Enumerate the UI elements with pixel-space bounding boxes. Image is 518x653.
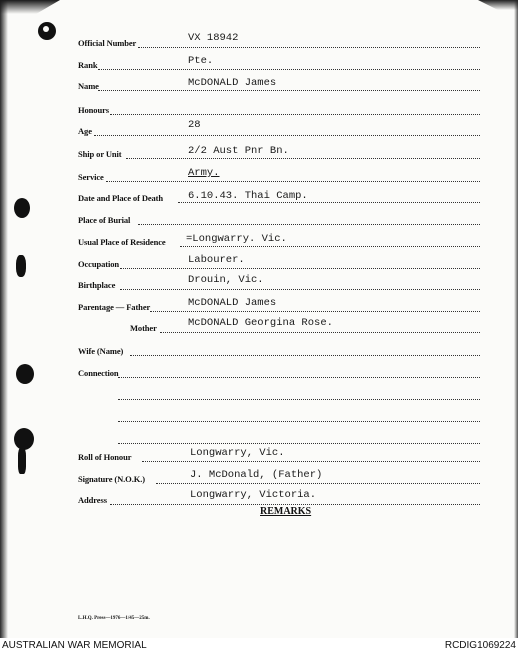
place-of-burial-line bbox=[138, 224, 480, 225]
service-label: Service bbox=[78, 172, 104, 182]
date-place-death-label: Date and Place of Death bbox=[78, 193, 164, 203]
connection-label: Connection bbox=[78, 368, 119, 378]
archive-record-id: RCDIG1069224 bbox=[444, 640, 516, 651]
scan-corner-top-left bbox=[0, 0, 60, 14]
row-roll-of-honour bbox=[0, 442, 518, 464]
service-line bbox=[106, 181, 480, 182]
date-place-death-line bbox=[178, 202, 480, 203]
roll-of-honour-label: Roll of Honour bbox=[78, 452, 132, 462]
row-official-number bbox=[0, 28, 518, 50]
rank-label: Rank bbox=[78, 60, 98, 70]
roll-of-honour-line bbox=[142, 461, 480, 462]
row-mother bbox=[0, 313, 518, 335]
ship-or-unit-label: Ship or Unit bbox=[78, 149, 122, 159]
honours-line bbox=[110, 114, 480, 115]
name-label: Name bbox=[78, 81, 99, 91]
row-service bbox=[0, 162, 518, 184]
roll-of-honour-value: Longwarry, Vic. bbox=[190, 447, 285, 459]
mother-label: Mother bbox=[130, 323, 157, 333]
age-value: 28 bbox=[188, 119, 201, 131]
age-line bbox=[94, 135, 480, 136]
row-name bbox=[0, 71, 518, 93]
archive-footer-bar bbox=[0, 638, 518, 653]
archive-name: AUSTRALIAN WAR MEMORIAL bbox=[2, 640, 147, 651]
row-wife bbox=[0, 336, 518, 358]
wife-label: Wife (Name) bbox=[78, 346, 124, 356]
honours-label: Honours bbox=[78, 105, 109, 115]
row-connection-extra-2 bbox=[0, 402, 518, 424]
connection-extra-line-1 bbox=[118, 399, 480, 400]
row-usual-residence bbox=[0, 227, 518, 249]
usual-residence-line bbox=[180, 246, 480, 247]
birthplace-line bbox=[120, 289, 480, 290]
usual-residence-label: Usual Place of Residence bbox=[78, 237, 166, 247]
age-label: Age bbox=[78, 126, 92, 136]
row-birthplace bbox=[0, 270, 518, 292]
usual-residence-value: =Longwarry. Vic. bbox=[186, 233, 287, 245]
signature-value: J. McDonald, (Father) bbox=[190, 469, 323, 481]
rank-line bbox=[98, 69, 480, 70]
father-line bbox=[150, 311, 480, 312]
wife-line bbox=[130, 355, 480, 356]
date-place-death-value: 6.10.43. Thai Camp. bbox=[188, 190, 308, 202]
row-address bbox=[0, 485, 518, 507]
row-rank bbox=[0, 50, 518, 72]
father-value: McDONALD James bbox=[188, 297, 277, 309]
mother-line bbox=[160, 332, 480, 333]
row-date-place-death bbox=[0, 183, 518, 205]
rank-value: Pte. bbox=[188, 55, 214, 67]
row-signature bbox=[0, 464, 518, 486]
scan-corner-top-right bbox=[478, 0, 518, 10]
occupation-label: Occupation bbox=[78, 259, 120, 269]
signature-label: Signature (N.O.K.) bbox=[78, 474, 145, 484]
row-occupation bbox=[0, 249, 518, 271]
row-place-of-burial bbox=[0, 205, 518, 227]
row-connection-extra-1 bbox=[0, 380, 518, 402]
form-print-note: L.H.Q. Press—1976—1/45—25m. bbox=[78, 616, 150, 621]
place-of-burial-label: Place of Burial bbox=[78, 215, 131, 225]
occupation-value: Labourer. bbox=[188, 254, 245, 266]
father-label: Parentage — Father bbox=[78, 302, 151, 312]
connection-line bbox=[118, 377, 480, 378]
address-line bbox=[110, 504, 480, 505]
birthplace-value: Drouin, Vic. bbox=[188, 274, 264, 286]
official-number-line bbox=[138, 47, 480, 48]
birthplace-label: Birthplace bbox=[78, 280, 116, 290]
connection-extra-line-2 bbox=[118, 421, 480, 422]
mother-value: McDONALD Georgina Rose. bbox=[188, 317, 333, 329]
row-connection bbox=[0, 358, 518, 380]
signature-line bbox=[156, 483, 480, 484]
occupation-line bbox=[120, 268, 480, 269]
address-value: Longwarry, Victoria. bbox=[190, 489, 317, 501]
service-value: Army. bbox=[188, 167, 220, 179]
ship-or-unit-line bbox=[126, 158, 480, 159]
row-honours bbox=[0, 95, 518, 117]
row-father bbox=[0, 292, 518, 314]
official-number-label: Official Number bbox=[78, 38, 137, 48]
name-line bbox=[98, 90, 480, 91]
ship-or-unit-value: 2/2 Aust Pnr Bn. bbox=[188, 145, 289, 157]
row-age bbox=[0, 116, 518, 138]
row-ship-or-unit bbox=[0, 139, 518, 161]
remarks-heading: REMARKS bbox=[260, 506, 312, 517]
address-label: Address bbox=[78, 495, 107, 505]
name-value: McDONALD James bbox=[188, 77, 277, 89]
official-number-value: VX 18942 bbox=[188, 32, 239, 44]
